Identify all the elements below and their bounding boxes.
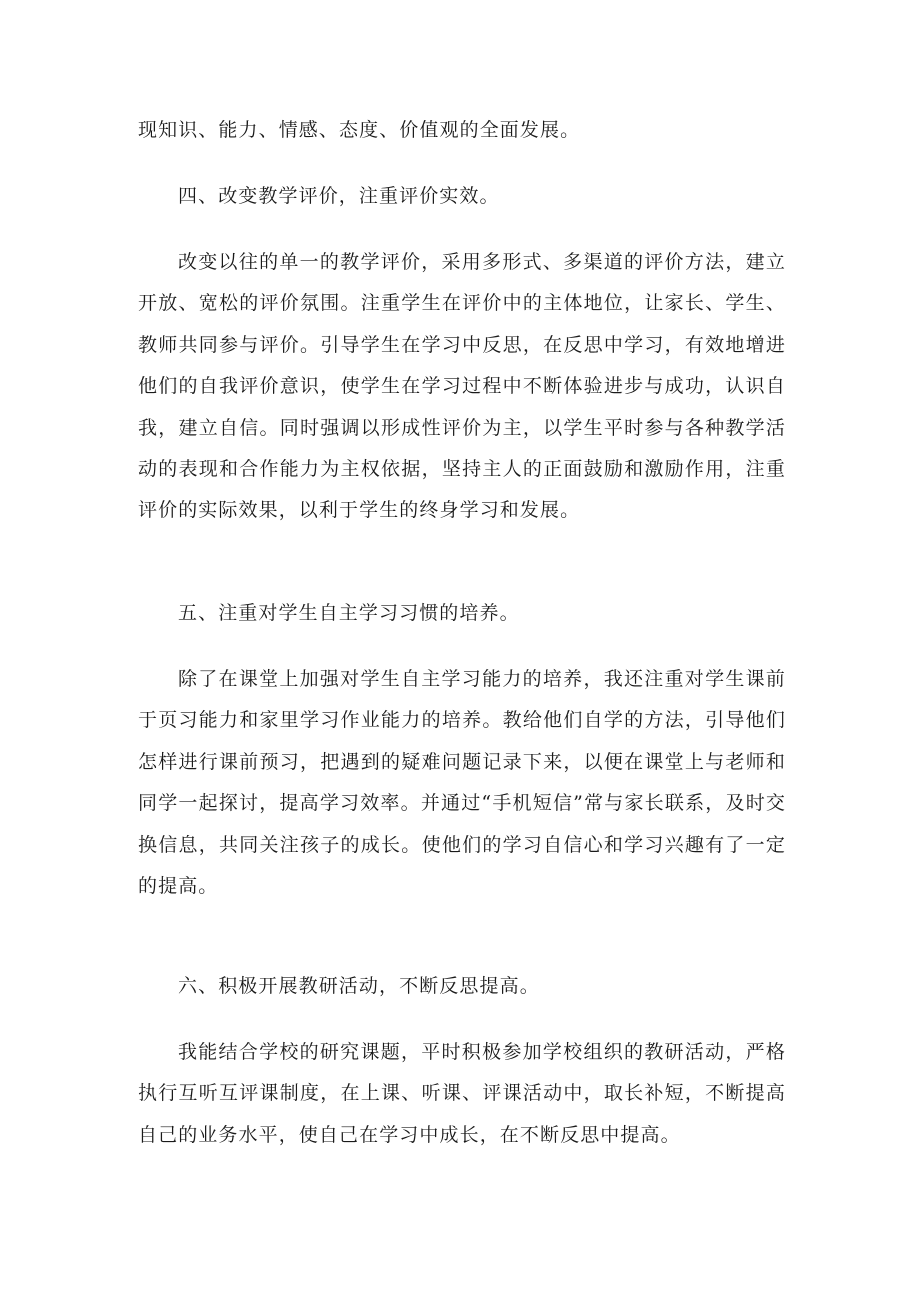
section-heading-6: 六、积极开展教研活动，不断反思提高。 [178,975,540,997]
paragraph-section-4: 改变以往的单一的教学评价，采用多形式、多渠道的评价方法，建立开放、宽松的评价氛围。注重学生在评价中的主体地位，让家长、学生、教师共同参与评价。引导学生在学习中反思，在反思中学习，有效地增进他们的自我评价意识，使学生在学习过程中不断体验进步与成功，认识自我，建立自信。同时强调以形成性评价为主，以学生平时参与各种教学活动的表现和合作能力为主权依据，坚持主人的正面鼓励和激励作用，注重评价的实际效果，以利于学生的终身学习和发展。 [138,251,786,522]
paragraph-continuation: 现知识、能力、情感、态度、价值观的全面发展。 [138,119,581,141]
section-heading-4: 四、改变教学评价，注重评价实效。 [178,185,500,207]
section-heading-5: 五、注重对学生自主学习习惯的培养。 [178,602,520,624]
paragraph-section-6: 我能结合学校的研究课题，平时积极参加学校组织的教研活动，严格执行互听互评课制度，在上课、听课、评课活动中，取长补短，不断提高自己的业务水平，使自己在学习中成长，在不断反思中提高。 [138,1041,786,1146]
paragraph-section-5: 除了在课堂上加强对学生自主学习能力的培养，我还注重对学生课前于页习能力和家里学习作业能力的培养。教给他们自学的方法，引导他们怎样进行课前预习，把遇到的疑难问题记录下来，以便在课堂上与老师和同学一起探讨，提高学习效率。并通过“手机短信”常与家长联系，及时交换信息，共同关注孩子的成长。使他们的学习自信心和学习兴趣有了一定的提高。 [138,668,786,898]
